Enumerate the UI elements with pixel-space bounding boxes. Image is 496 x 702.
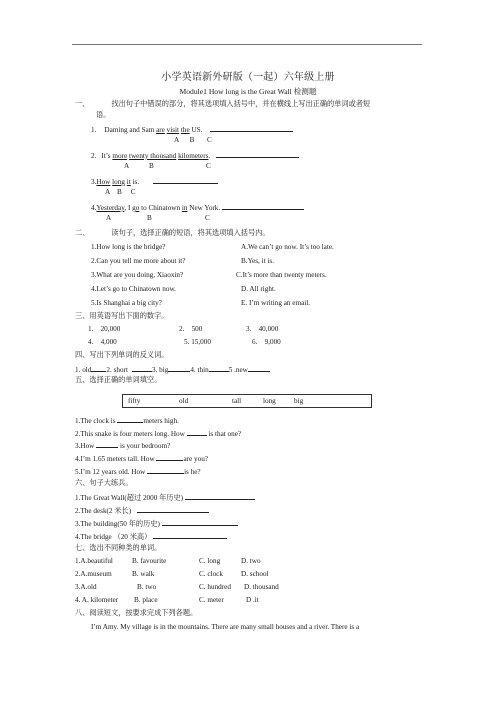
s6-item-2: 2.The desk(2 米长) xyxy=(75,505,209,516)
s6-item-4: 4.The bridge （20 米高） xyxy=(75,531,227,542)
s7-r4-c: C. meter xyxy=(199,596,224,604)
answer-blank[interactable] xyxy=(117,415,143,423)
answer-blank[interactable] xyxy=(137,505,209,513)
answer-blank[interactable] xyxy=(210,124,293,132)
s2-left-4: 4.Let’s go to Chinatown now. xyxy=(91,285,176,293)
answer-blank[interactable] xyxy=(216,150,299,158)
answer-blank[interactable] xyxy=(248,364,270,372)
s3-number-6: 6. 9,000 xyxy=(252,338,281,346)
s2-right-2: B.Yes, it is. xyxy=(241,257,275,265)
reading-passage: I’m Amy. My village is in the mountains. There are many small houses and a river. There is a xyxy=(91,623,360,631)
section1-heading-cont: 语。 xyxy=(96,111,111,119)
s2-right-3: C.It’s more than twenty meters. xyxy=(236,271,327,279)
section8-heading: 八、阅读短文，按要求完成下列各题。 xyxy=(75,609,198,617)
answer-blank[interactable] xyxy=(187,428,207,436)
s2-left-1: 1.How long is the bridge? xyxy=(91,243,166,251)
s7-r2-b: B. walk xyxy=(132,570,155,578)
s1-q1-option-labels: A B C xyxy=(174,136,212,144)
s4-antonym-row: 1. old 2. short 3. big 4. thin 5 .new xyxy=(75,364,270,375)
s7-r3-d: D. thousand xyxy=(244,583,279,591)
word-bank-item: fifty xyxy=(128,397,141,405)
s7-r1-d: D. two xyxy=(241,557,261,565)
s3-number-4: 4. 4,000 xyxy=(88,338,117,346)
answer-blank[interactable] xyxy=(147,466,184,474)
s7-r2-a: 2.A.museum xyxy=(75,570,112,578)
s1-q4-label-b: B xyxy=(147,214,152,222)
s1-q2-label-b: B xyxy=(149,162,154,170)
s1-question-3: 3.How long it is. xyxy=(91,176,218,187)
answer-blank[interactable] xyxy=(132,364,152,372)
answer-blank[interactable] xyxy=(209,364,229,372)
answer-blank[interactable] xyxy=(168,364,190,372)
s6-item-3: 3.The building(50 年的历史) xyxy=(75,518,238,529)
s6-item-1: 1.The Great Wall(超过 2000 年历史) xyxy=(75,492,255,503)
s1-q4-label-c: C xyxy=(205,214,210,222)
s5-question-5: 5.I’m 12 years old. How is he? xyxy=(75,468,201,476)
answer-blank[interactable] xyxy=(162,518,238,526)
s1-q2-label-c: C xyxy=(206,162,211,170)
section4-heading: 四、写出下列单词的反义词。 xyxy=(75,351,169,359)
s1-question-1: 1. Daming and Sam are visit the US. xyxy=(91,124,293,135)
answer-blank[interactable] xyxy=(185,492,255,500)
s7-r1-c: C. long xyxy=(199,557,221,565)
answer-blank[interactable] xyxy=(91,364,106,372)
s2-right-4: D. All right. xyxy=(241,285,276,293)
s2-left-5: 5.Is Shanghai a big city? xyxy=(91,299,162,307)
s1-question-2: 2. It’s more twenty thousand kilometers. xyxy=(91,150,299,161)
s7-r4-d: D .it xyxy=(246,596,259,604)
s5-question-4: 4.I’m 1.65 meters tall. How are you? xyxy=(75,455,208,463)
s1-q3-option-labels: A B C xyxy=(105,188,136,196)
s7-r4-a: 4. A. kilometer xyxy=(75,596,119,604)
s7-r2-d: D. school xyxy=(241,570,269,578)
header-rule xyxy=(72,44,422,45)
s2-left-3: 3.What are you doing, Xiaoxin? xyxy=(91,271,184,279)
section5-heading: 五、选择正确的单词填空。 xyxy=(75,376,162,384)
page-title: 小学英语新外研版（一起）六年级上册 xyxy=(161,72,335,83)
s1-question-4: 4.Yesterday, I go to Chinatown in New York. xyxy=(91,202,304,213)
s1-q2-label-a: A xyxy=(124,162,130,170)
word-bank-item: tall xyxy=(232,397,242,405)
section2-heading: 二、 读句子，选择正确的短语，将其选项填入括号内。 xyxy=(75,229,270,237)
s3-number-1: 1. 20,000 xyxy=(88,325,121,333)
s5-question-3: 3.How is your bedroom? xyxy=(75,442,171,450)
s2-right-1: A.We can’t go now. It’s too late. xyxy=(241,243,334,251)
s5-question-2: 2.This snake is four meters long. How is that one? xyxy=(75,430,242,438)
answer-blank[interactable] xyxy=(96,440,118,448)
section1-heading: 一、 找出句子中错误的部分，将其选项填入括号中，并在横线上写出正确的单词或者短 xyxy=(75,100,371,108)
word-bank-item: big xyxy=(294,397,304,405)
answer-blank[interactable] xyxy=(153,531,227,539)
word-bank-item: long xyxy=(263,397,276,405)
s2-left-2: 2.Can you tell me more about it? xyxy=(91,257,186,265)
s7-r3-a: 3.A.old xyxy=(75,583,97,591)
s7-r4-b: B. place xyxy=(134,596,158,604)
section7-heading: 七、选出不同种类的单词。 xyxy=(75,544,162,552)
s1-q4-label-a: A xyxy=(106,214,112,222)
answer-blank[interactable] xyxy=(156,453,183,461)
word-bank-box xyxy=(122,394,372,408)
s3-number-5: 5. 15,000 xyxy=(184,338,211,346)
s7-r1-a: 1.A.beautiful xyxy=(75,557,113,565)
s7-r1-b: B. favourite xyxy=(132,557,167,565)
s2-right-5: E. I’m writing an email. xyxy=(241,299,311,307)
word-bank-item: old xyxy=(179,397,189,405)
answer-blank[interactable] xyxy=(222,202,304,210)
section3-heading: 三、用英语写出下面的数字。 xyxy=(75,312,169,320)
page-subtitle: Module1 How long is the Great Wall 检测题 xyxy=(179,87,317,96)
s3-number-3: 3. 40,000 xyxy=(246,325,279,333)
s3-number-2: 2. 500 xyxy=(179,325,203,333)
s7-r3-c: C. hundred xyxy=(199,583,231,591)
answer-blank[interactable] xyxy=(153,176,218,184)
s7-r2-c: C. clock xyxy=(199,570,223,578)
s5-question-1: 1.The clock is meters high. xyxy=(75,417,179,425)
s7-r3-b: B. two xyxy=(137,583,157,591)
section6-heading: 六、句子大练兵。 xyxy=(75,479,133,487)
